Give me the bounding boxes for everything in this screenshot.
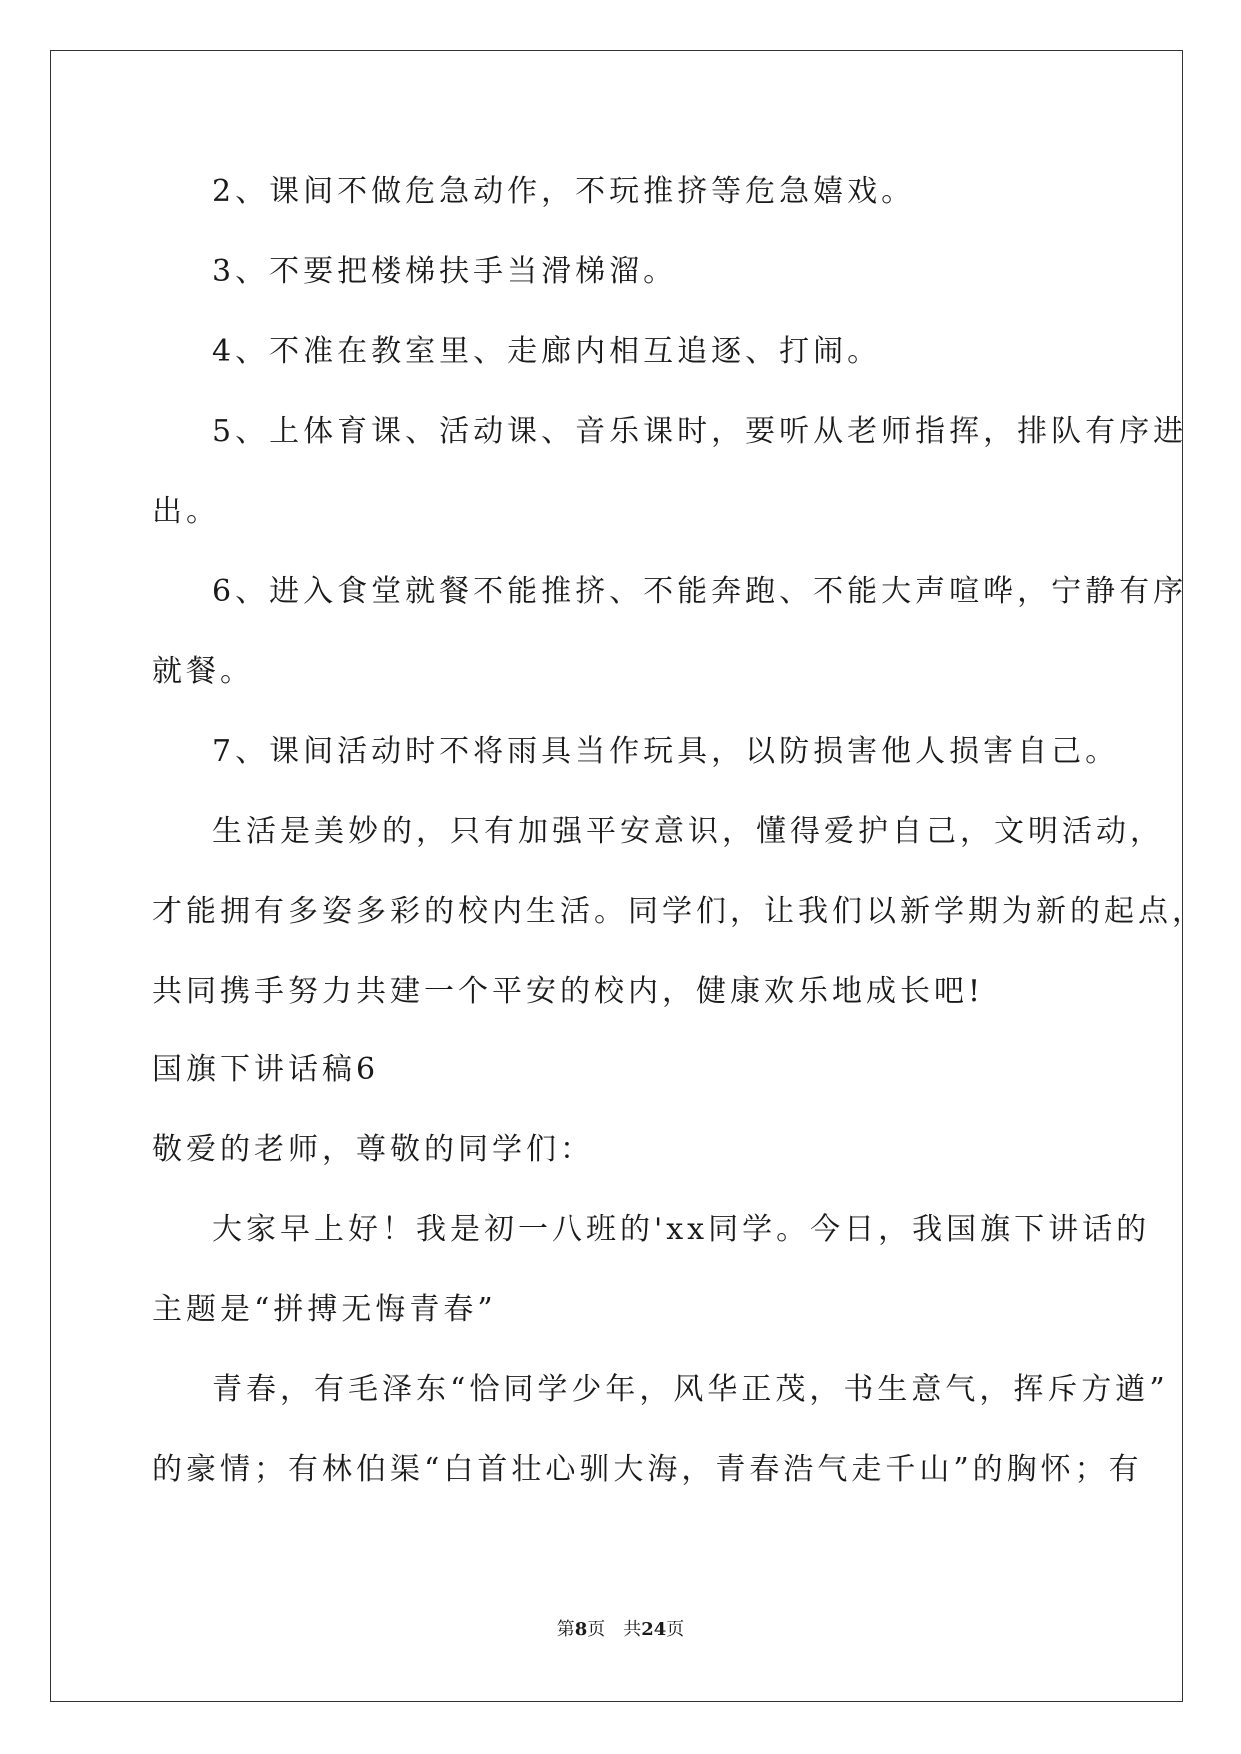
salutation: 敬爱的老师，尊敬的同学们： [152,1132,594,1167]
paragraph-line: 主题是“拼搏无悔青春” [152,1292,497,1327]
paragraph-line: 才能拥有多姿多彩的校内生活。同学们，让我们以新学期为新的起点， [152,894,1206,929]
paragraph-line: 3、不要把楼梯扶手当滑梯溜。 [212,254,678,289]
total-pages: 24 [641,1619,667,1640]
page-prefix: 第 [556,1619,575,1640]
paragraph-line: 青春，有毛泽东“恰同学少年，风华正茂，书生意气，挥斥方遒” [212,1372,1169,1407]
section-heading: 国旗下讲话稿6 [152,1052,380,1087]
page-footer [0,1618,1241,1642]
paragraph-line: 共同携手努力共建一个平安的校内，健康欢乐地成长吧! [152,974,985,1009]
paragraph-line: 大家早上好！我是初一八班的'xx同学。今日，我国旗下讲话的 [212,1212,1151,1247]
paragraph-line: 出。 [152,494,220,529]
page-number: 8 [574,1619,588,1640]
paragraph-line: 生活是美妙的，只有加强平安意识，懂得爱护自己，文明活动， [212,814,1164,849]
total-prefix: 共 [623,1619,642,1640]
page-suffix: 页 [587,1619,606,1640]
paragraph-line: 就餐。 [152,654,254,689]
paragraph-line: 的豪情；有林伯渠“白首壮心驯大海，青春浩气走千山”的胸怀；有 [152,1452,1143,1487]
paragraph-line: 6、进入食堂就餐不能推挤、不能奔跑、不能大声喧哗，宁静有序 [212,574,1188,609]
paragraph-line: 2、课间不做危急动作，不玩推挤等危急嬉戏。 [212,174,916,209]
paragraph-line: 4、不准在教室里、走廊内相互追逐、打闹。 [212,334,882,369]
total-suffix: 页 [666,1619,685,1640]
paragraph-line: 5、上体育课、活动课、音乐课时，要听从老师指挥，排队有序进 [212,414,1188,449]
paragraph-line: 7、课间活动时不将雨具当作玩具，以防损害他人损害自己。 [212,734,1120,769]
